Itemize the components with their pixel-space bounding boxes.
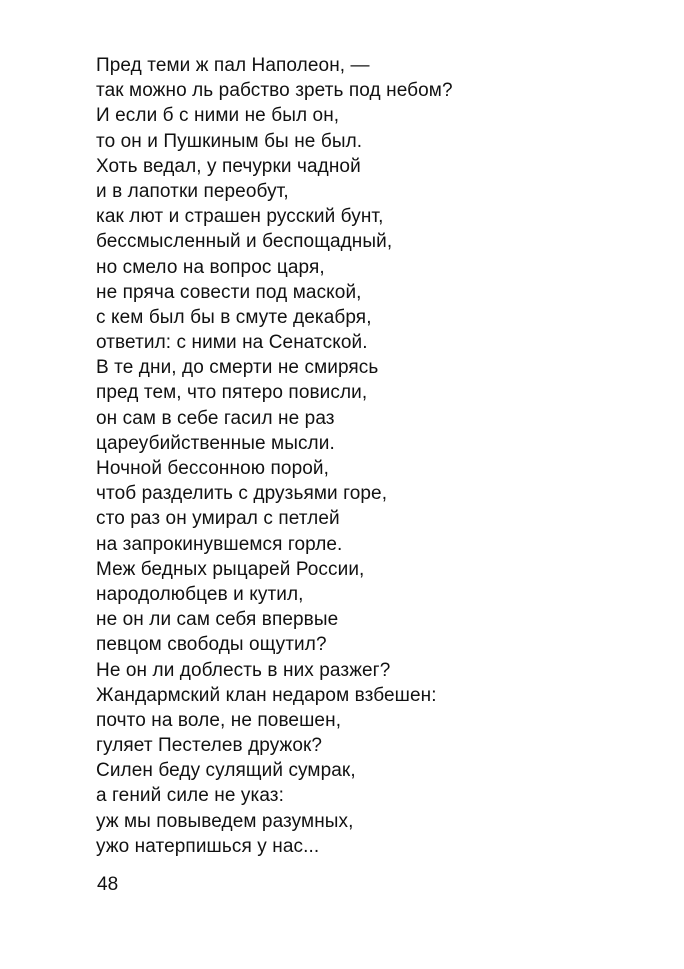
poem-line: сто раз он умирал с петлей [96, 508, 340, 530]
poem-line: и в лапотки переобут, [96, 180, 289, 202]
poem-line: а гений силе не указ: [96, 785, 284, 807]
poem-line: то он и Пушкиным бы не был. [96, 130, 363, 152]
poem-line: И если б с ними не был он, [96, 105, 340, 127]
poem-line: Силен беду сулящий сумрак, [96, 760, 356, 782]
poem-line: певцом свободы ощутил? [96, 634, 327, 656]
poem-line: с кем был бы в смуте декабря, [96, 306, 372, 328]
poem-line: цареубийственные мысли. [96, 432, 335, 454]
poem-line: как лют и страшен русский бунт, [96, 206, 384, 228]
poem-line: он сам в себе гасил не раз [96, 407, 335, 429]
poem-line: не он ли сам себя впервые [96, 609, 339, 631]
poem-line: но смело на вопрос царя, [96, 256, 325, 278]
poem-line: Меж бедных рыцарей России, [96, 558, 365, 580]
poem-line: так можно ль рабство зреть под небом? [96, 80, 453, 102]
poem-line: Пред теми ж пал Наполеон, — [96, 55, 370, 76]
poem-line: на запрокинувшемся горле. [96, 533, 343, 555]
poem-line: В те дни, до смерти не смирясь [96, 357, 379, 379]
poem-line: чтоб разделить с друзьями горе, [96, 483, 388, 505]
poem-line: уж мы повыведем разумных, [96, 810, 354, 832]
poem-line: бессмысленный и беспощадный, [96, 231, 393, 253]
poem-line: ответил: с ними на Сенатской. [96, 332, 368, 354]
poem-line: ужо натерпишься у нас... [96, 835, 320, 857]
poem-line: Хоть ведал, у печурки чадной [96, 155, 361, 177]
poem-text [96, 53, 453, 859]
poem-line: пред тем, что пятеро повисли, [96, 382, 368, 404]
poem-line: Ночной бессонною порой, [96, 458, 329, 479]
poem-line: почто на воле, не повешен, [96, 709, 342, 731]
poem-line: народолюбцев и кутил, [96, 583, 304, 605]
poem-line: не пряча совести под маской, [96, 281, 362, 303]
poem-line: Не он ли доблесть в них разжег? [96, 659, 391, 681]
poem-line: Жандармский клан недаром взбешен: [96, 684, 437, 706]
poem-line: гуляет Пестелев дружок? [96, 735, 323, 757]
page-number: 48 [97, 874, 119, 895]
